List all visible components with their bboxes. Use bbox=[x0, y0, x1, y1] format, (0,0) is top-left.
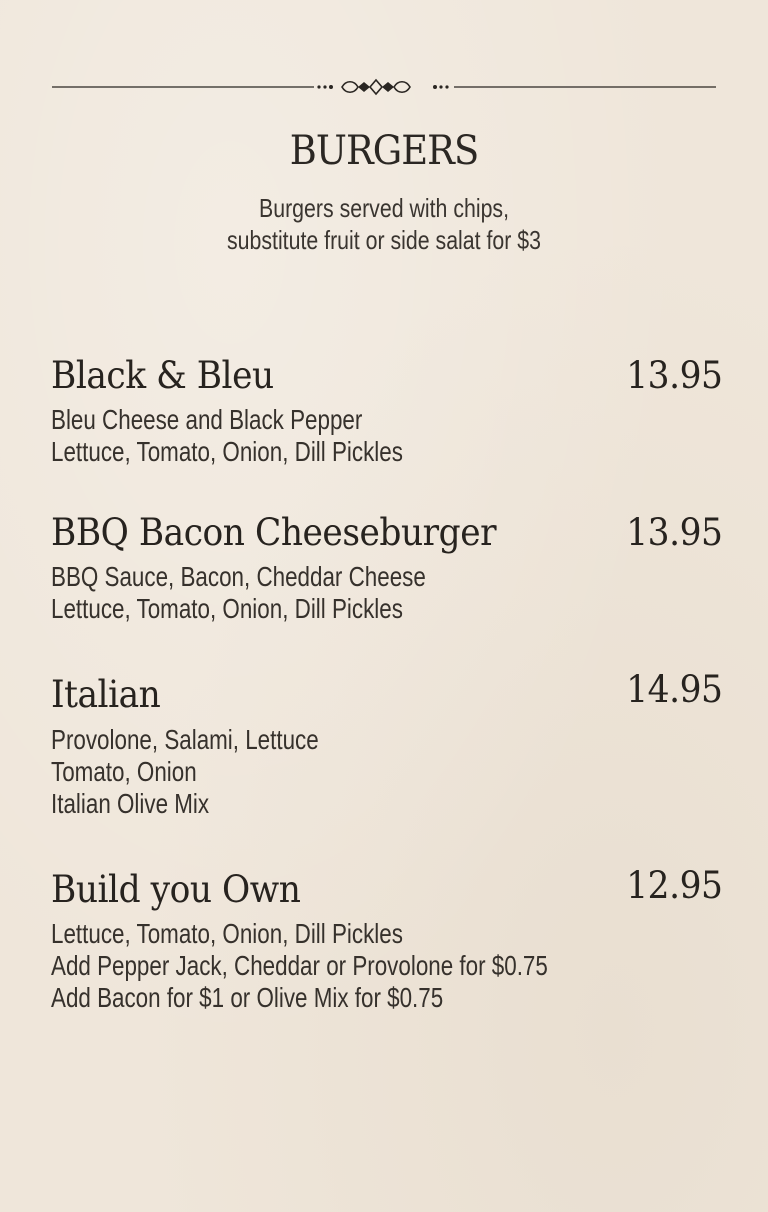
item-description-line: BBQ Sauce, Bacon, Cheddar Cheese bbox=[51, 561, 426, 592]
item-description-line: Lettuce, Tomato, Onion, Dill Pickles bbox=[51, 593, 403, 624]
item-description-line: Lettuce, Tomato, Onion, Dill Pickles bbox=[51, 436, 403, 467]
item-name: Italian bbox=[51, 673, 161, 716]
item-name: Black & Bleu bbox=[51, 354, 274, 397]
item-price: 14.95 bbox=[625, 668, 722, 711]
item-name: BBQ Bacon Cheeseburger bbox=[51, 511, 497, 554]
item-price: 12.95 bbox=[625, 864, 722, 907]
item-description-line: Provolone, Salami, Lettuce bbox=[51, 724, 319, 755]
item-description-line: Add Bacon for $1 or Olive Mix for $0.75 bbox=[51, 982, 444, 1013]
item-description-line: Add Pepper Jack, Cheddar or Provolone for $0.75 bbox=[51, 950, 548, 981]
item-price: 13.95 bbox=[625, 354, 722, 397]
subtitle-line-1: Burgers served with chips, bbox=[258, 193, 510, 223]
item-description-line: Italian Olive Mix bbox=[51, 788, 210, 819]
item-name: Build you Own bbox=[51, 868, 301, 911]
item-description-line: Bleu Cheese and Black Pepper bbox=[51, 404, 363, 435]
item-description-line: Lettuce, Tomato, Onion, Dill Pickles bbox=[51, 918, 403, 949]
item-description-line: Tomato, Onion bbox=[51, 756, 197, 787]
subtitle-line-2: substitute fruit or side salat for $3 bbox=[226, 225, 542, 255]
section-title: BURGERS bbox=[289, 128, 479, 174]
item-price: 13.95 bbox=[625, 511, 722, 554]
decorative-divider-icon bbox=[52, 74, 716, 100]
